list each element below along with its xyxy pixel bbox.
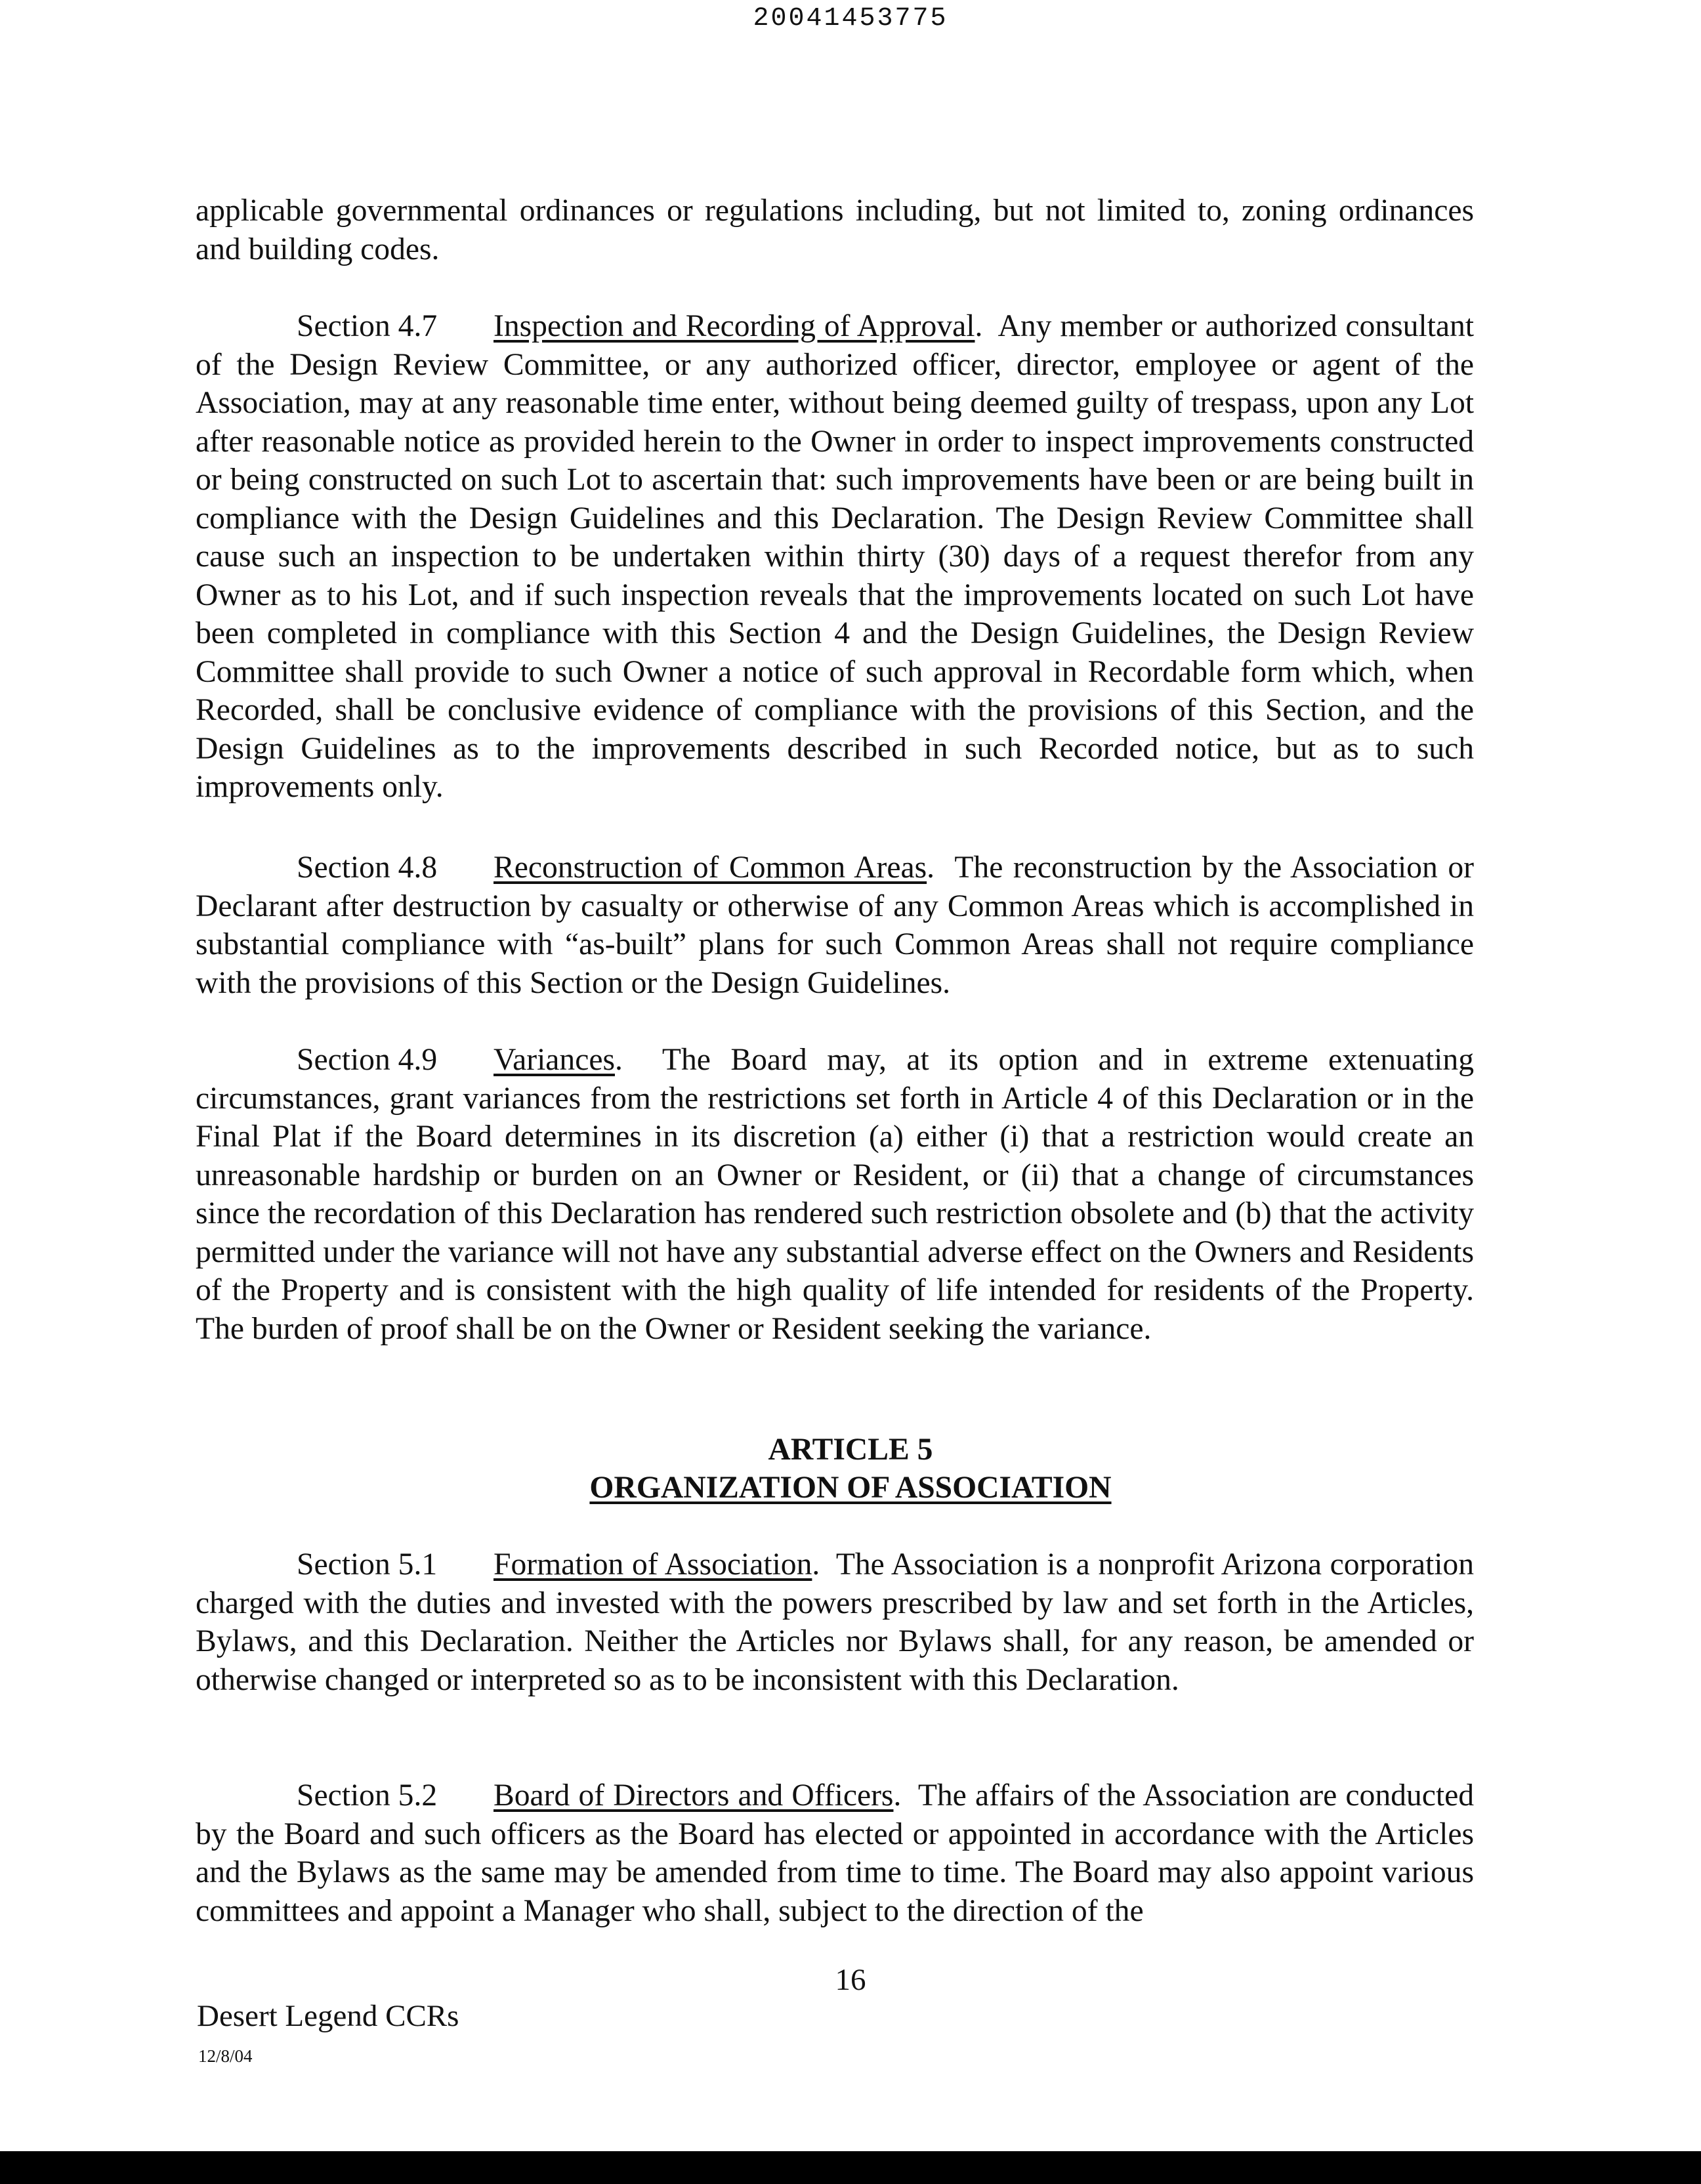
section-text: The reconstruction by the Association or Declarant after destruction by casualty or otherwise of any Common Areas which is accomplished in substantial compliance with “as-built” plans for such Common Areas shall not require compliance with the provisions of this Section or the Design Guidelines. xyxy=(196,850,1474,1000)
section-title: Formation of Association xyxy=(494,1547,812,1582)
section-paragraph: Section 4.8 Reconstruction of Common Areas. The reconstruction by the Association or Declarant after destruction by casualty or otherwise of any Common Areas which is accomplished in substantial compliance with “as-built” plans for such Common Areas shall not require compliance with the provisions of this Section or the Design Guidelines. xyxy=(196,849,1474,1002)
section-4-9 xyxy=(196,1041,1474,1348)
footer-document-title: Desert Legend CCRs xyxy=(197,1999,459,2033)
section-title: Reconstruction of Common Areas xyxy=(494,850,927,885)
section-4-7 xyxy=(196,307,1474,807)
article-header xyxy=(0,1431,1701,1507)
section-5-1 xyxy=(196,1545,1474,1699)
section-text: The affairs of the Association are conducted by the Board and such officers as the Board has elected or appointed in accordance with the Articles and the Bylaws as the same may be amended from time to time. The Board may also appoint various committees and appoint a Manager who shall, subject to the direction of the xyxy=(196,1778,1474,1928)
footer-date: 12/8/04 xyxy=(198,2046,253,2066)
section-text: The Board may, at its option and in extreme extenuating circumstances, grant variances from the restrictions set forth in Article 4 of this Declaration or in the Final Plat if the Board determines in its discretion (a) either (i) that a restriction would create an unreasonable hardship or burden on an Owner or Resident, or (ii) that a change of circumstances since the recordation of this Declaration has rendered such restriction obsolete and (b) that the activity permitted under the variance will not have any substantial adverse effect on the Owners and Residents of the Property and is consistent with the high quality of life intended for residents of the Property. The burden of proof shall be on the Owner or Resident seeking the variance. xyxy=(196,1043,1474,1346)
section-text: The Association is a nonprofit Arizona corporation charged with the duties and invested with the powers prescribed by law and set forth in the Articles, Bylaws, and this Declaration. Neither the Articles nor Bylaws shall, for any reason, be amended or otherwise changed or interpreted so as to be inconsistent with this Declaration. xyxy=(196,1547,1475,1697)
section-number: Section 4.9 xyxy=(297,1043,438,1077)
article-heading: ORGANIZATION OF ASSOCIATION xyxy=(589,1471,1112,1505)
section-paragraph: Section 5.2 Board of Directors and Officers. The affairs of the Association are conducted by the Board and such officers as the Board has elected or appointed in accordance with the Articles and the Bylaws as the same may be amended from time to time. The Board may also appoint various committees and appoint a Manager who shall, subject to the direction of the xyxy=(196,1776,1474,1930)
section-number: Section 5.1 xyxy=(297,1547,438,1582)
scan-bottom-border xyxy=(0,2151,1701,2184)
paragraph-text: applicable governmental ordinances or regulations including, but not limited to, zoning ordinances and building codes. xyxy=(196,194,1474,266)
page-number: 16 xyxy=(835,1963,866,1997)
document-number: 20041453775 xyxy=(753,4,948,33)
section-title: Variances xyxy=(494,1043,615,1077)
section-number: Section 4.7 xyxy=(297,309,438,343)
section-title: Board of Directors and Officers xyxy=(494,1778,894,1813)
section-number: Section 4.8 xyxy=(297,850,438,885)
section-title: Inspection and Recording of Approval xyxy=(494,309,975,343)
section-text: Any member or authorized consultant of the Design Review Committee, or any authorized officer, director, employee or agent of the Association, may at any reasonable time enter, without being deemed guilty of trespass, upon any Lot after reasonable notice as provided herein to the Owner in order to inspect improvements constructed or being constructed on such Lot to ascertain that: such improvements have been or are being built in compliance with the Design Guidelines and this Declaration. The Design Review Committee shall cause such an inspection to be undertaken within thirty (30) days of a request therefor from any Owner as to his Lot, and if such inspection reveals that the improvements located on such Lot have been completed in compliance with this Section 4 and the Design Guidelines, the Design Review Committee shall provide to such Owner a notice of such approval in Recordable form which, when Recorded, shall be conclusive evidence of compliance with the provisions of this Section, and the Design Guidelines as to the improvements described in such Recorded notice, but as to such improvements only. xyxy=(196,309,1475,804)
section-paragraph: Section 4.9 Variances. The Board may, at its option and in extreme extenuating circumstances, grant variances from the restrictions set forth in Article 4 of this Declaration or in the Final Plat if the Board determines in its discretion (a) either (i) that a restriction would create an unreasonable hardship or burden on an Owner or Resident, or (ii) that a change of circumstances since the recordation of this Declaration has rendered such restriction obsolete and (b) that the activity permitted under the variance will not have any substantial adverse effect on the Owners and Residents of the Property and is consistent with the high quality of life intended for residents of the Property. The burden of proof shall be on the Owner or Resident seeking the variance. xyxy=(196,1041,1474,1348)
section-5-2 xyxy=(196,1776,1474,1930)
paragraph-continuation xyxy=(196,192,1474,268)
section-4-8 xyxy=(196,849,1474,1002)
section-number: Section 5.2 xyxy=(297,1778,438,1813)
section-paragraph: Section 5.1 Formation of Association. The Association is a nonprofit Arizona corporation charged with the duties and invested with the powers prescribed by law and set forth in the Articles, Bylaws, and this Declaration. Neither the Articles nor Bylaws shall, for any reason, be amended or otherwise changed or interpreted so as to be inconsistent with this Declaration. xyxy=(196,1545,1474,1699)
article-label: ARTICLE 5 xyxy=(768,1433,933,1467)
section-paragraph: Section 4.7 Inspection and Recording of Approval. Any member or authorized consultant of the Design Review Committee, or any authorized officer, director, employee or agent of the Association, may at any reasonable time enter, without being deemed guilty of trespass, upon any Lot after reasonable notice as provided herein to the Owner in order to inspect improvements constructed or being constructed on such Lot to ascertain that: such improvements have been or are being built in compliance with the Design Guidelines and this Declaration. The Design Review Committee shall cause such an inspection to be undertaken within thirty (30) days of a request therefor from any Owner as to his Lot, and if such inspection reveals that the improvements located on such Lot have been completed in compliance with this Section 4 and the Design Guidelines, the Design Review Committee shall provide to such Owner a notice of such approval in Recordable form which, when Recorded, shall be conclusive evidence of compliance with the provisions of this Section, and the Design Guidelines as to the improvements described in such Recorded notice, but as to such improvements only. xyxy=(196,307,1474,807)
